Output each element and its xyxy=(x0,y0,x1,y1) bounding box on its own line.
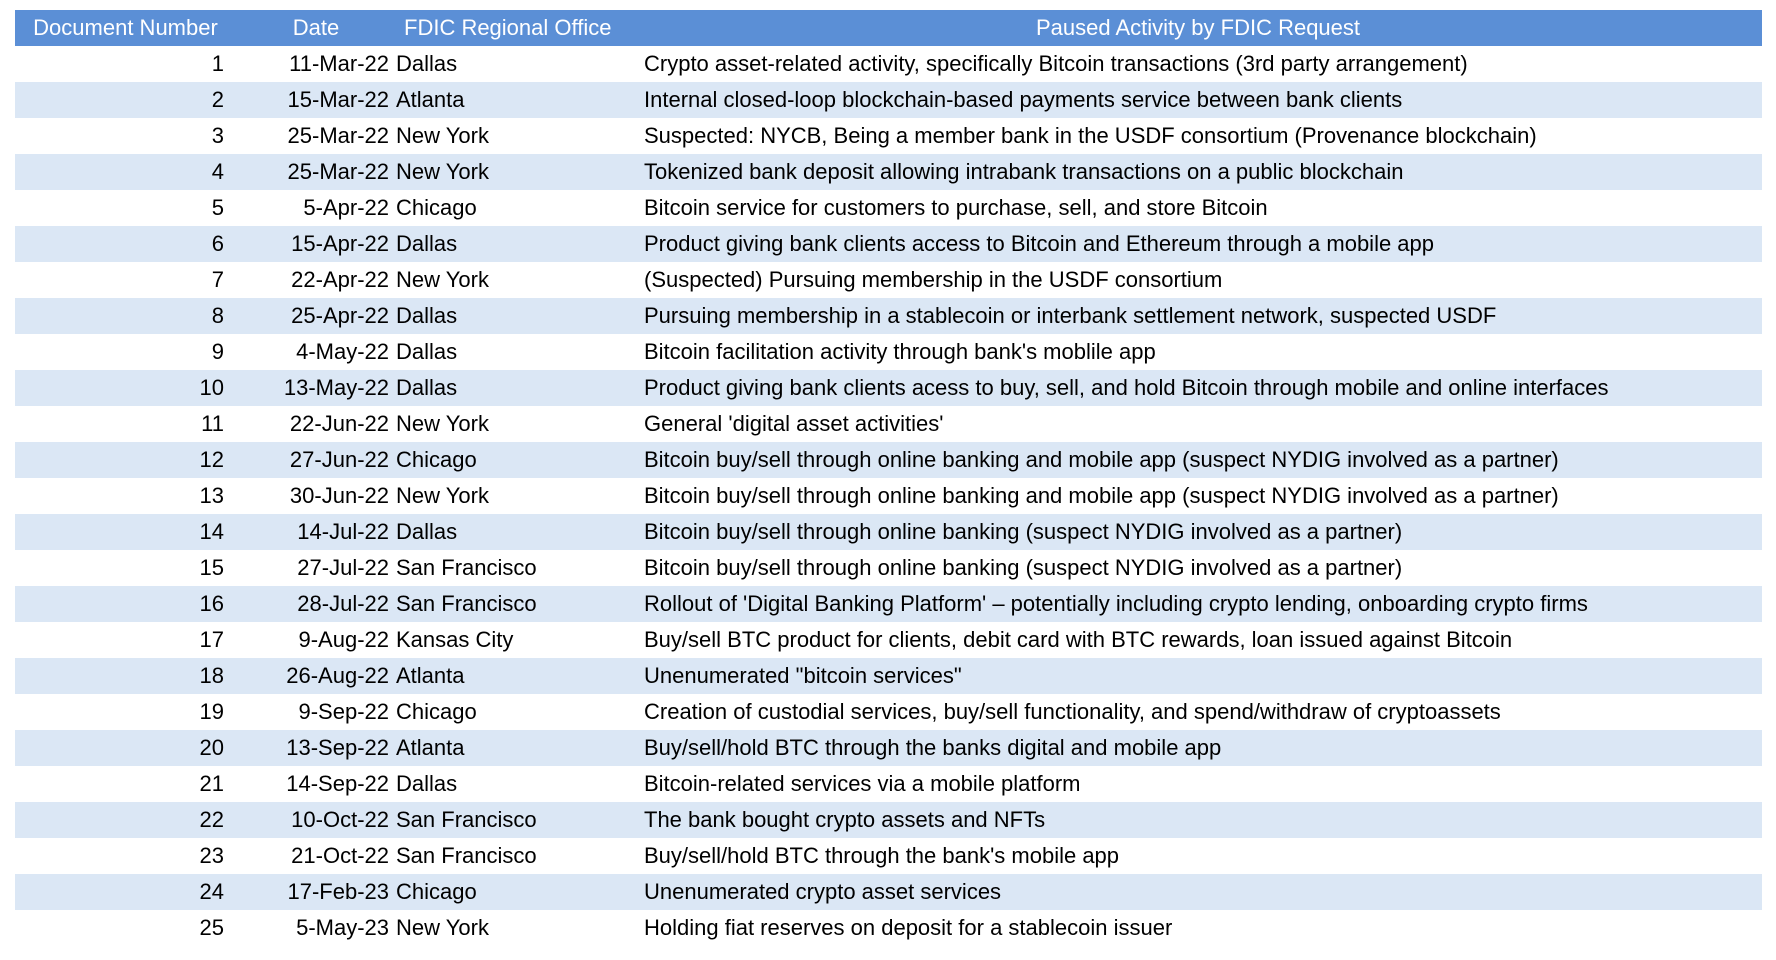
cell-paused-activity: Unenumerated crypto asset services xyxy=(644,879,1002,904)
cell-paused-activity: (Suspected) Pursuing membership in the USDF consortium xyxy=(644,267,1223,292)
cell-date: 10-Oct-22 xyxy=(291,807,389,832)
cell-paused-activity: Internal closed-loop blockchain-based payments service between bank clients xyxy=(644,87,1403,112)
cell-document-number: 7 xyxy=(211,267,224,292)
cell-document-number: 17 xyxy=(199,627,224,652)
cell-document-number: 18 xyxy=(199,663,224,688)
cell-document-number: 4 xyxy=(211,159,224,184)
cell-paused-activity: Bitcoin buy/sell through online banking (suspect NYDIG involved as a partner) xyxy=(644,519,1403,544)
cell-date: 25-Mar-22 xyxy=(287,159,389,184)
cell-date: 4-May-22 xyxy=(296,339,389,364)
cell-regional-office: New York xyxy=(396,267,489,292)
table-row xyxy=(15,586,1762,622)
cell-document-number: 21 xyxy=(199,771,224,796)
table-row xyxy=(15,442,1762,478)
cell-document-number: 8 xyxy=(211,303,224,328)
cell-date: 17-Feb-23 xyxy=(287,879,389,904)
table-row xyxy=(15,874,1762,910)
table-row xyxy=(15,226,1762,262)
cell-regional-office: New York xyxy=(396,411,489,436)
cell-document-number: 13 xyxy=(199,483,224,508)
cell-paused-activity: Rollout of 'Digital Banking Platform' – potentially including crypto lending, onboarding crypto firms xyxy=(644,591,1588,616)
cell-document-number: 2 xyxy=(211,87,224,112)
table-row xyxy=(15,802,1762,838)
table-row xyxy=(15,190,1762,226)
cell-paused-activity: Buy/sell BTC product for clients, debit card with BTC rewards, loan issued against Bitcoin xyxy=(644,627,1513,652)
cell-date: 14-Sep-22 xyxy=(286,771,389,796)
cell-regional-office: Dallas xyxy=(396,375,458,400)
cell-regional-office: New York xyxy=(396,159,489,184)
cell-date: 30-Jun-22 xyxy=(289,483,389,508)
cell-document-number: 15 xyxy=(199,555,224,580)
cell-document-number: 14 xyxy=(199,519,224,544)
cell-regional-office: Dallas xyxy=(396,771,458,796)
cell-date: 11-Mar-22 xyxy=(289,51,389,76)
table-body xyxy=(15,46,1762,946)
cell-paused-activity: Bitcoin service for customers to purchase, sell, and store Bitcoin xyxy=(644,195,1268,220)
cell-document-number: 20 xyxy=(199,735,224,760)
table-row xyxy=(15,838,1762,874)
paused-activity-table xyxy=(15,10,1762,946)
cell-regional-office: Dallas xyxy=(396,231,458,256)
cell-regional-office: Kansas City xyxy=(396,627,514,652)
cell-document-number: 3 xyxy=(211,123,224,148)
cell-document-number: 25 xyxy=(199,915,224,940)
cell-paused-activity: The bank bought crypto assets and NFTs xyxy=(644,807,1046,832)
table-row xyxy=(15,478,1762,514)
cell-date: 27-Jul-22 xyxy=(297,555,389,580)
cell-regional-office: San Francisco xyxy=(396,807,537,832)
cell-paused-activity: Holding fiat reserves on deposit for a stablecoin issuer xyxy=(644,915,1173,940)
cell-paused-activity: Buy/sell/hold BTC through the banks digital and mobile app xyxy=(644,735,1222,760)
cell-date: 14-Jul-22 xyxy=(297,519,389,544)
cell-date: 27-Jun-22 xyxy=(289,447,389,472)
cell-regional-office: Atlanta xyxy=(396,663,465,688)
cell-date: 28-Jul-22 xyxy=(297,591,389,616)
cell-date: 5-Apr-22 xyxy=(303,195,389,220)
cell-document-number: 1 xyxy=(211,51,224,76)
table-row xyxy=(15,334,1762,370)
cell-document-number: 6 xyxy=(211,231,224,256)
table-header-row xyxy=(15,10,1762,46)
table-row xyxy=(15,766,1762,802)
table-row xyxy=(15,730,1762,766)
header-document-number: Document Number xyxy=(33,15,218,40)
cell-paused-activity: Suspected: NYCB, Being a member bank in the USDF consortium (Provenance blockchain) xyxy=(644,123,1537,148)
cell-paused-activity: Bitcoin buy/sell through online banking (suspect NYDIG involved as a partner) xyxy=(644,555,1403,580)
cell-date: 9-Sep-22 xyxy=(298,699,389,724)
cell-paused-activity: Bitcoin-related services via a mobile platform xyxy=(644,771,1081,796)
table-row xyxy=(15,118,1762,154)
cell-regional-office: Dallas xyxy=(396,519,458,544)
table-row xyxy=(15,46,1762,82)
cell-regional-office: Chicago xyxy=(396,195,477,220)
cell-date: 26-Aug-22 xyxy=(286,663,389,688)
table-row xyxy=(15,406,1762,442)
cell-regional-office: Chicago xyxy=(396,447,477,472)
cell-regional-office: Dallas xyxy=(396,303,458,328)
table-row xyxy=(15,694,1762,730)
cell-document-number: 16 xyxy=(199,591,224,616)
cell-date: 25-Apr-22 xyxy=(291,303,389,328)
cell-date: 13-Sep-22 xyxy=(286,735,389,760)
cell-paused-activity: Crypto asset-related activity, specifically Bitcoin transactions (3rd party arrangement) xyxy=(644,51,1468,76)
cell-date: 13-May-22 xyxy=(283,375,389,400)
cell-date: 15-Apr-22 xyxy=(291,231,389,256)
cell-paused-activity: General 'digital asset activities' xyxy=(644,411,944,436)
cell-document-number: 11 xyxy=(201,411,224,436)
cell-regional-office: Atlanta xyxy=(396,735,465,760)
cell-regional-office: New York xyxy=(396,483,489,508)
cell-regional-office: San Francisco xyxy=(396,843,537,868)
cell-date: 22-Apr-22 xyxy=(291,267,389,292)
cell-paused-activity: Bitcoin buy/sell through online banking and mobile app (suspect NYDIG involved as a partner) xyxy=(644,483,1559,508)
table-row xyxy=(15,82,1762,118)
cell-document-number: 22 xyxy=(199,807,224,832)
cell-paused-activity: Creation of custodial services, buy/sell functionality, and spend/withdraw of cryptoassets xyxy=(644,699,1501,724)
cell-paused-activity: Pursuing membership in a stablecoin or interbank settlement network, suspected USDF xyxy=(644,303,1497,328)
cell-regional-office: Dallas xyxy=(396,339,458,364)
table-row xyxy=(15,154,1762,190)
table-row xyxy=(15,298,1762,334)
cell-paused-activity: Unenumerated "bitcoin services" xyxy=(644,663,962,688)
cell-paused-activity: Bitcoin facilitation activity through bank's moblile app xyxy=(644,339,1156,364)
cell-paused-activity: Buy/sell/hold BTC through the bank's mobile app xyxy=(644,843,1120,868)
cell-regional-office: San Francisco xyxy=(396,555,537,580)
header-regional-office: FDIC Regional Office xyxy=(404,15,612,40)
cell-regional-office: Dallas xyxy=(396,51,458,76)
cell-document-number: 23 xyxy=(199,843,224,868)
table-row xyxy=(15,370,1762,406)
cell-date: 21-Oct-22 xyxy=(291,843,389,868)
cell-regional-office: Chicago xyxy=(396,699,477,724)
cell-date: 25-Mar-22 xyxy=(287,123,389,148)
cell-regional-office: New York xyxy=(396,123,489,148)
cell-document-number: 5 xyxy=(211,195,224,220)
cell-regional-office: San Francisco xyxy=(396,591,537,616)
cell-date: 15-Mar-22 xyxy=(287,87,389,112)
cell-paused-activity: Bitcoin buy/sell through online banking and mobile app (suspect NYDIG involved as a partner) xyxy=(644,447,1559,472)
cell-date: 9-Aug-22 xyxy=(298,627,389,652)
cell-document-number: 9 xyxy=(211,339,224,364)
table-row xyxy=(15,622,1762,658)
table-row xyxy=(15,658,1762,694)
table-row xyxy=(15,550,1762,586)
cell-regional-office: Chicago xyxy=(396,879,477,904)
header-date: Date xyxy=(292,15,340,40)
header-paused-activity: Paused Activity by FDIC Request xyxy=(1035,15,1361,40)
cell-document-number: 12 xyxy=(199,447,224,472)
table-row xyxy=(15,262,1762,298)
cell-date: 5-May-23 xyxy=(296,915,389,940)
cell-paused-activity: Tokenized bank deposit allowing intrabank transactions on a public blockchain xyxy=(644,159,1404,184)
cell-regional-office: Atlanta xyxy=(396,87,465,112)
table-row xyxy=(15,910,1762,946)
cell-document-number: 19 xyxy=(199,699,224,724)
cell-regional-office: New York xyxy=(396,915,489,940)
table-row xyxy=(15,514,1762,550)
cell-paused-activity: Product giving bank clients acess to buy, sell, and hold Bitcoin through mobile and online interfaces xyxy=(644,375,1609,400)
cell-document-number: 24 xyxy=(199,879,224,904)
cell-paused-activity: Product giving bank clients access to Bitcoin and Ethereum through a mobile app xyxy=(644,231,1435,256)
cell-date: 22-Jun-22 xyxy=(289,411,389,436)
cell-document-number: 10 xyxy=(199,375,224,400)
